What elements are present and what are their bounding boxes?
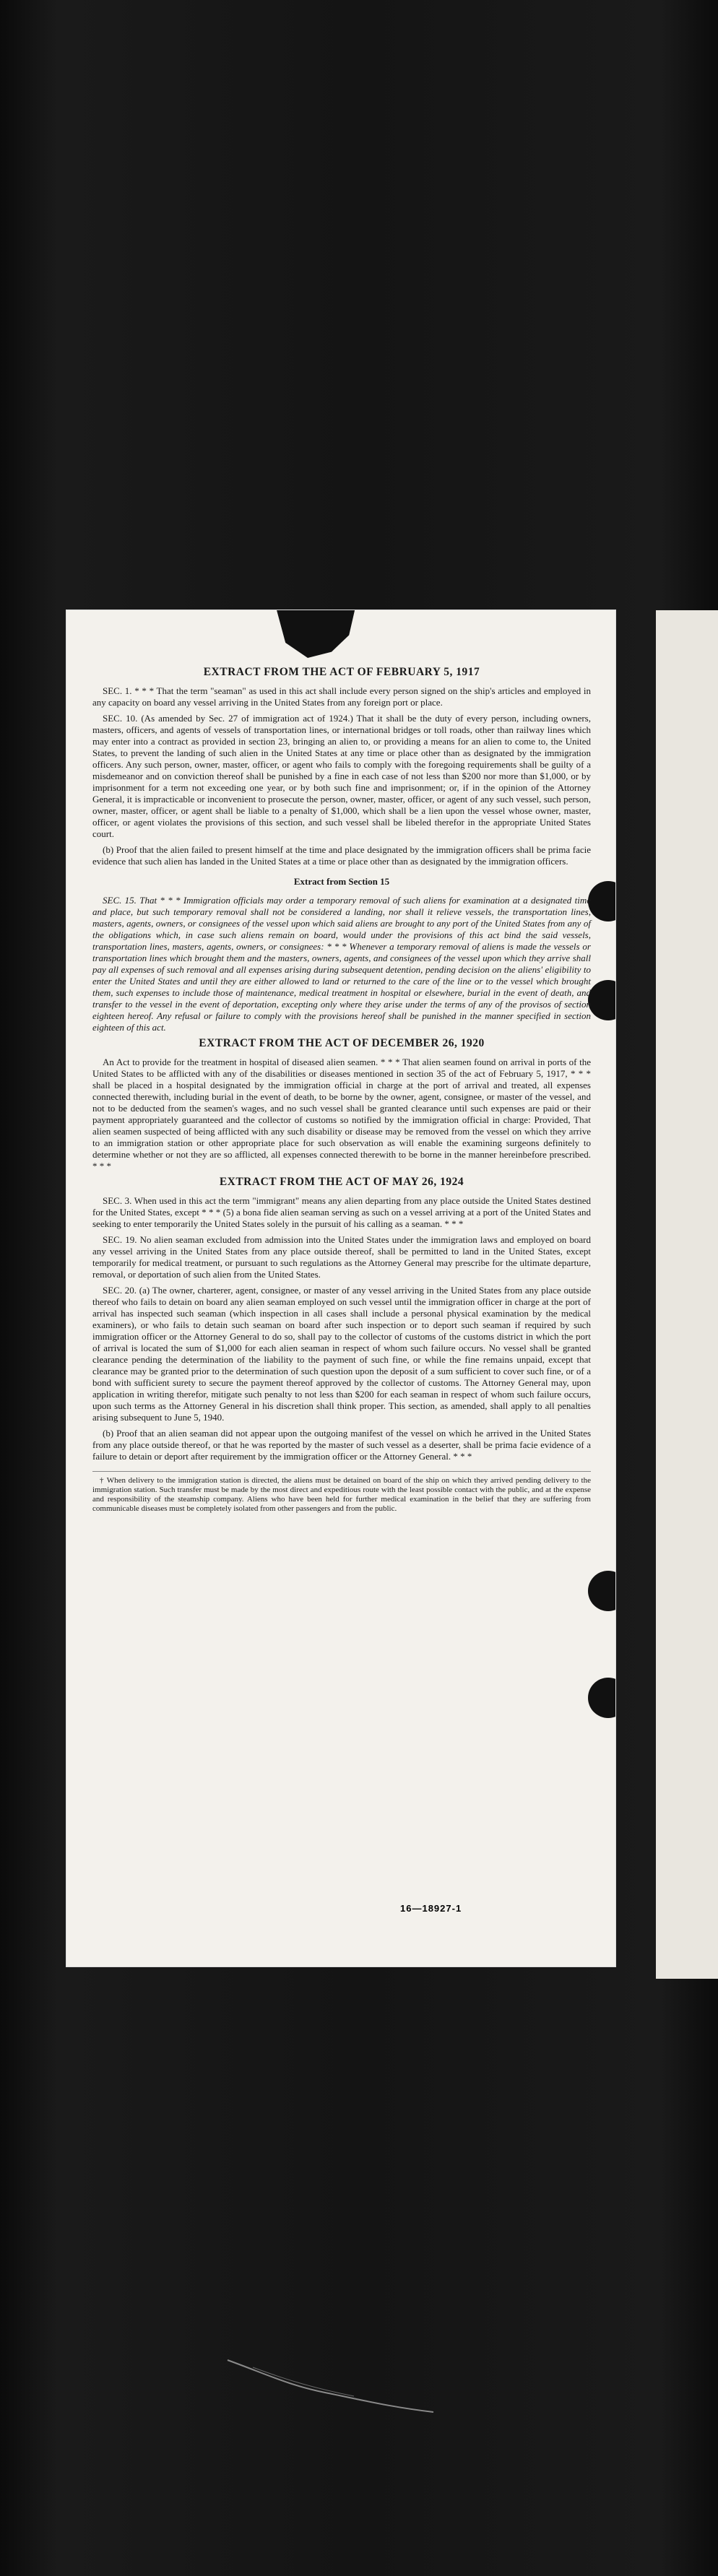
paragraph: SEC. 10. (As amended by Sec. 27 of immigration act of 1924.) That it shall be the duty of every person, including owners, masters, officers, and agents of vessels of transportation lines, or international bridges or toll roads, other than railway lines which may enter into a contract as provided in section 23, bringing an alien to, or providing a means for an alien to come to, the United States, to prevent the landing of such alien in the United States at any time or place other than as designated by the immigration officers. Any such person, owner, master, officer, or agent who fails to comply with the foregoing requirements shall be guilty of a misdemeanor and on conviction thereof shall be punished by a fine in each case of not less than $200 nor more than $1,000, or by imprisonment for a term not exceeding one year, or by both such fine and imprisonment; or, if in the opinion of the Attorney General, it is impracticable or inconvenient to prosecute the person, owner, master, officer, or agent of any such vessel, such person, owner, master, officer, or agent shall be liable to a penalty of $1,000, which shall be a lien upon the vessel whose owner, master, officer, or agent violates the provisions of this section, and such vessel shall be libeled therefor in the appropriate United States court. (92, 713, 591, 839)
section-act-1924 (92, 1176, 591, 1462)
paragraph: An Act to provide for the treatment in hospital of diseased alien seamen. * * * That alien seamen found on arrival in ports of the United States to be afflicted with any of the disabilities or diseases mentioned in section 35 of the act of February 5, 1917, * * * shall be placed in a hospital designated by the immigration official in charge at the port of arrival and treated, all expenses connected therewith, including burial in the event of death, to be borne by the owner, agent, consignee, or master of the vessel, and not to be deducted from the seamen's wages, and no such vessel shall be granted clearance until such expenses are paid or their payment appropriately guaranteed and the collector of customs so notified by the immigration official in charge: Provided, That alien seamen suspected of being afflicted with any such disability or disease may be removed from the vessel on which they arrive to an immigration station or other appropriate place for such observation as will enable the examining surgeons definitely to determine whether or not they are so afflicted, all expenses connected therewith to be borne in the manner hereinbefore prescribed. * * * (92, 1057, 591, 1171)
paragraph: SEC. 1. * * * That the term "seaman" as used in this act shall include every person signed on the ship's articles and employed in any capacity on board any vessel arriving in the United States from any foreign port or place. (92, 685, 591, 708)
paragraph: SEC. 3. When used in this act the term "immigrant" means any alien departing from any place outside the United States destined for the United States, except * * * (5) a bona fide alien seaman serving as such on a vessel arriving at a port of the United States and seeking to enter temporarily the United States solely in the pursuit of his calling as a seaman. * * * (92, 1195, 591, 1229)
section-act-1920 (92, 1038, 591, 1172)
punch-hole-1 (588, 881, 615, 921)
footnote (92, 1471, 591, 1514)
paragraph: SEC. 15. That * * * Immigration officials may order a temporary removal of such aliens for examination at a designated time and place, but such temporary removal shall not be considered a landing, nor shall it relieve vessels, the transportation lines, masters, agents, owners, or consignees of the vessel upon which said aliens are brought to any port of the United States from any of the obligations which, in case such aliens remain on board, would under the provisions of this act bind the said vessels, transportation lines, masters, agents, owners, or consignees: * * * Whenever a temporary removal of aliens is made the vessels or transportation lines which brought them and the masters, owners, agents, and consignees of the vessel upon which they arrive shall pay all expenses of such removal and all expenses arising during subsequent detention, pending decision on the aliens' eligibility to enter the United States and until they are either allowed to land or returned to the care of the line or to the vessel which brought them, such expenses to include those of maintenance, medical treatment in hospital or elsewhere, burial in the event of death, and transfer to the vessel in the event of deportation, excepting only where they arise under the terms of any of the provisos of section eighteen hereof. Any refusal or failure to comply with the provisions hereof shall be punished in the manner specified in section eighteen of this act. (92, 895, 591, 1033)
section-act-1917 (92, 667, 591, 867)
torn-corner (276, 610, 355, 658)
section-heading: EXTRACT FROM THE ACT OF FEBRUARY 5, 1917 (203, 666, 480, 678)
document-page (66, 610, 615, 1966)
section-heading: EXTRACT FROM THE ACT OF MAY 26, 1924 (219, 1176, 464, 1188)
section-15 (92, 876, 591, 1033)
paragraph: SEC. 19. No alien seaman excluded from admission into the United States under the immigration laws and employed on board any vessel arriving in the United States from any place outside thereof, shall be permitted to land in the United States, except temporarily for medical treatment, or pursuant to such regulations as the Attorney General may prescribe for the ultimate departure, removal, or deportation of such alien from the United States. (92, 1234, 591, 1280)
section-heading: EXTRACT FROM THE ACT OF DECEMBER 26, 1920 (199, 1037, 485, 1049)
punch-hole-3 (588, 1571, 615, 1611)
punch-hole-2 (588, 980, 615, 1020)
paragraph: SEC. 20. (a) The owner, charterer, agent, consignee, or master of any vessel arriving in the United States from any place outside thereof who fails to detain on board any alien seaman employed on such vessel until the immigration officer in charge at the port of arrival has inspected such seaman (which inspection in all cases shall include a personal physical examination by the medical examiners), or who fails to detain such seaman on board after such inspection or to deport such seaman if required by such immigration officer or the Attorney General to do so, shall pay to the collector of customs of the customs district in which the port of arrival is located the sum of $1,000 for each alien seaman in respect of whom such failure occurs. No vessel shall be granted clearance pending the determination of the liability to the payment of such fine, or while the fine remains unpaid, except that clearance may be granted prior to the determination of such question upon the deposit of a sum sufficient to cover such fine, or of a bond with sufficient surety to secure the payment thereof approved by the collector of customs. The Attorney General may, upon application in writing therefor, mitigate such penalty to not less than $200 for each seaman in respect of whom such failure occurs, upon such terms as the Attorney General in his discretion shall think proper. This section, as amended, shall apply to all penalties arising subsequent to June 5, 1940. (92, 1285, 591, 1423)
paragraph: (b) Proof that an alien seaman did not appear upon the outgoing manifest of the vessel on which he arrived in the United States from any place outside thereof, or that he was reported by the master of such vessel as a deserter, shall be prima facie evidence of a failure to detain or deport after requirement by the immigration officer or the Attorney General. * * * (92, 1428, 591, 1462)
footnote-text: † When delivery to the immigration station is directed, the aliens must be detained on board of the ship on which they arrived pending delivery to the immigration station. Such transfer must be made by the most direct and expeditious route with the least possible contact with the public, and at the expense and responsibility of the steamship company. Aliens who have been held for further medical examination in the belief that they are suffering from communicable diseases must be completely isolated from other passengers and from the public. (92, 1476, 591, 1513)
document-text (92, 667, 591, 1514)
adjacent-page-strip (656, 610, 718, 1979)
paragraph: (b) Proof that the alien failed to present himself at the time and place designated by the immigration officers shall be prima facie evidence that such alien has landed in the United States at a time or place other than as designated by the immigration officers. (92, 844, 591, 867)
film-scratch (224, 2353, 441, 2418)
form-code: 16—18927-1 (400, 1903, 462, 1914)
punch-hole-4 (588, 1678, 615, 1718)
section-heading: Extract from Section 15 (293, 876, 390, 887)
